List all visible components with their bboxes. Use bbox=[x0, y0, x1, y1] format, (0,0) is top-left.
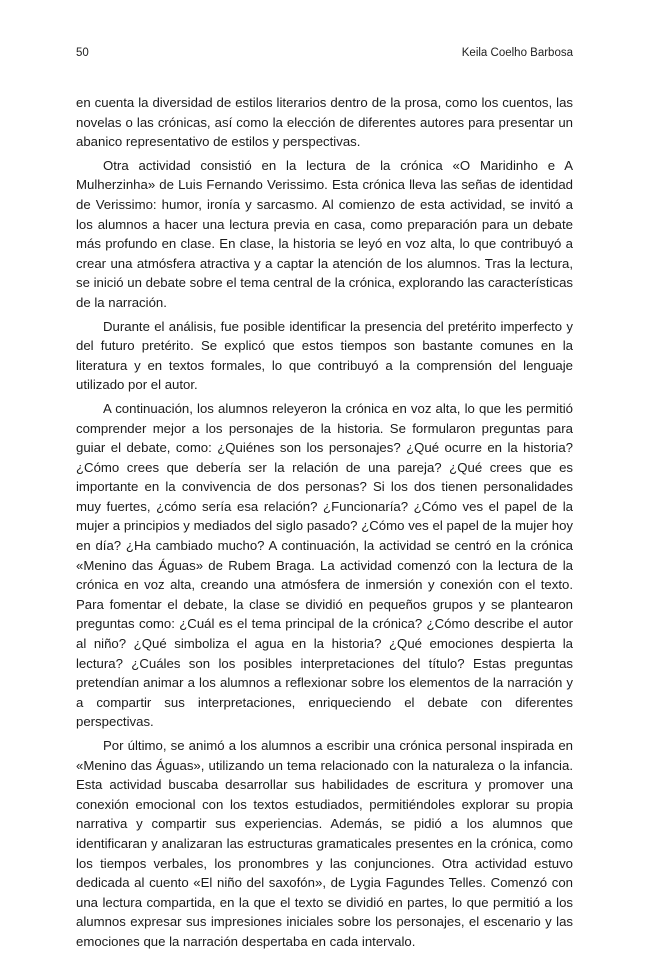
page-number: 50 bbox=[76, 47, 89, 59]
running-head-author: Keila Coelho Barbosa bbox=[461, 47, 573, 59]
paragraph: en cuenta la diversidad de estilos literarios dentro de la prosa, como los cuentos, las novelas o las crónicas, así como la elección de diferentes autores para presentar un abanico representativo de estilos y perspectivas. bbox=[76, 95, 573, 150]
paragraph: Por último, se animó a los alumnos a escribir una crónica personal inspirada en «Menino das Águas», utilizando un tema relacionado con la naturaleza o la infancia. Esta actividad buscaba desarrollar sus habilidades de escritura y promover una conexión emocional con los textos estudiados, permitiéndoles explorar su propia narrativa y compartir sus experiencias. Además, se pidió a los alumnos que identificaran y analizaran las estructuras gramaticales presentes en la crónica, como los tiempos verbales, los pronombres y las conjunciones. Otra actividad estuvo dedicada al cuento «El niño del saxofón», de Lygia Fagundes Telles. Comenzó con una lectura compartida, en la que el texto se dividió en partes, lo que permitió a los alumnos expresar sus impresiones iniciales sobre los personajes, el escenario y las emociones que la narración despertaba en cada intervalo. bbox=[76, 738, 573, 949]
paragraph: Durante el análisis, fue posible identificar la presencia del pretérito imperfecto y del futuro pretérito. Se explicó que estos tiempos son bastante comunes en la literatura y en textos formales, lo que contribuyó a la comprensión del lenguaje utilizado por el autor. bbox=[76, 318, 573, 393]
paragraph: A continuación, los alumnos releyeron la crónica en voz alta, lo que les permitió comprender mejor a los personajes de la historia. Se formularon preguntas para guiar el debate, como: ¿Quiénes son los personajes? ¿Qué ocurre en la historia? ¿Cómo crees que debería ser la relación de una pareja? ¿Qué crees que es importante en la convivencia de dos personas? Si los dos tienen personalidades muy fuertes, ¿cómo sería esa relación? ¿Funcionaría? ¿Cómo ves el papel de la mujer a principios y mediados del siglo pasado? ¿Cómo ves el papel de la mujer hoy en día? ¿Ha cambiado mucho? A continuación, la actividad se centró en la crónica «Menino das Águas» de Rubem Braga. La actividad comenzó con la lectura de la crónica en voz alta, creando una atmósfera de inmersión y conexión con el texto. Para fomentar el debate, la clase se dividió en pequeños grupos y se plantearon preguntas como: ¿Cuál es el tema principal de la crónica? ¿Cómo describe el autor al niño? ¿Qué simboliza el agua en la historia? ¿Qué emociones despierta la lectura? ¿Cuáles son los posibles interpretaciones del título? Estas preguntas pretendían animar a los alumnos a reflexionar sobre los elementos de la narración y a compartir sus interpretaciones, enriqueciendo el debate con diferentes perspectivas. bbox=[76, 400, 573, 730]
body-text bbox=[76, 93, 573, 956]
paragraph: Otra actividad consistió en la lectura de la crónica «O Maridinho e A Mulherzinha» de Luis Fernando Verissimo. Esta crónica lleva las señas de identidad de Verissimo: humor, ironía y sarcasmo. Al comienzo de esta actividad, se invitó a los alumnos a hacer una lectura previa en casa, como preparación para un debate más profundo en clase. En clase, la historia se leyó en voz alta, lo que contribuyó a crear una atmósfera atractiva y a captar la atención de los alumnos. Tras la lectura, se inició un debate sobre el tema central de la crónica, explorando las características de la narración. bbox=[76, 157, 573, 310]
page-header bbox=[76, 47, 573, 63]
